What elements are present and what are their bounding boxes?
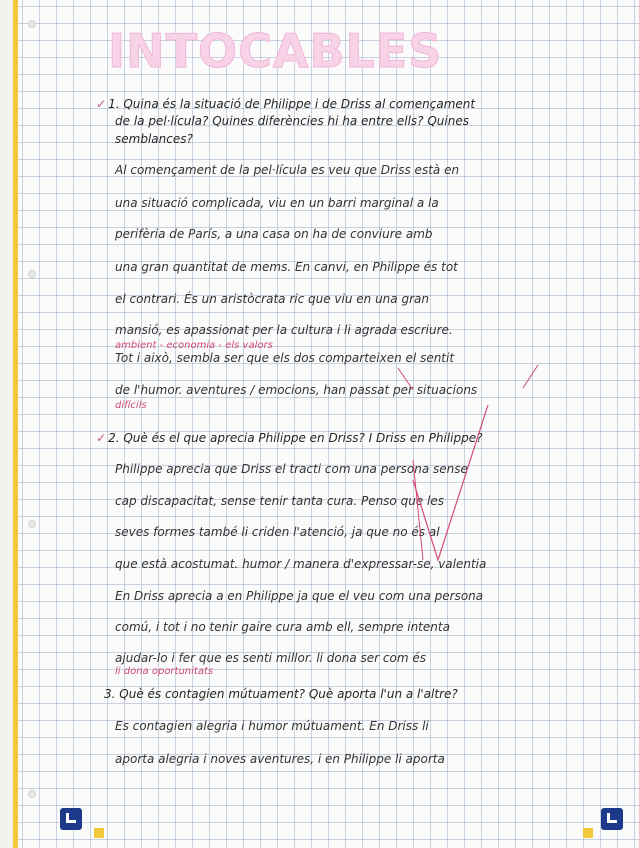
line-text: li dona oportunitats [115, 666, 214, 677]
binder-hole [28, 20, 36, 28]
text-line [115, 162, 459, 178]
page-title: INTOCABLES [108, 24, 443, 78]
text-line [115, 382, 477, 398]
corner-square [94, 828, 104, 838]
line-text: ambient - economia - els valors [115, 340, 273, 351]
binder-hole [28, 520, 36, 528]
text-line [115, 259, 458, 275]
line-text: comú, i tot i no tenir gaire cura amb ell, sempre intenta [115, 620, 450, 634]
binder-hole [28, 270, 36, 278]
notebook-logo-icon [60, 808, 82, 830]
line-text: seves formes també li criden l'atenció, ja que no és al [115, 525, 440, 539]
line-text: cap discapacitat, sense tenir tanta cura. Penso que les [115, 494, 444, 508]
line-text: que està acostumat. humor / manera d'expressar-se, valentia [115, 557, 487, 571]
text-line [115, 398, 147, 414]
line-text: difícils [115, 400, 147, 411]
checkmark-icon: ✓ [96, 431, 107, 445]
line-text: Al començament de la pel·lícula es veu que Driss està en [115, 163, 460, 177]
line-text: una situació complicada, viu en un barri marginal a la [115, 196, 439, 210]
line-text: Es contagien alegria i humor mútuament. En Driss li [115, 719, 429, 733]
line-text: mansió, es apassionat per la cultura i li agrada escriure. [115, 323, 453, 337]
line-text: semblances? [115, 132, 193, 146]
notebook-page [13, 0, 639, 848]
line-text: perifèria de París, a una casa on ha de conviure amb [115, 227, 433, 241]
line-text: de l'humor. aventures / emocions, han passat per situacions [115, 383, 478, 397]
text-line [115, 226, 433, 242]
line-text: 1. Quina és la situació de Philippe i de Driss al començament [108, 97, 476, 111]
text-line [104, 686, 458, 702]
text-line [115, 350, 454, 366]
corner-square [583, 828, 593, 838]
line-text: ajudar-lo i fer que es senti millor. li dona ser com és [115, 651, 426, 665]
text-line [115, 322, 453, 338]
text-line [115, 556, 486, 572]
line-text: 3. Què és contagien mútuament? Què aporta l'un a l'altre? [104, 687, 458, 701]
line-text: aporta alegria i noves aventures, i en Philippe li aporta [115, 752, 445, 766]
text-line [96, 96, 475, 112]
text-line [115, 131, 193, 147]
line-text: En Driss aprecia a en Philippe ja que el veu com una persona [115, 589, 484, 603]
text-line [96, 430, 482, 446]
text-line [115, 461, 468, 477]
text-line [115, 619, 450, 635]
binder-hole [28, 790, 36, 798]
line-text: una gran quantitat de mems. En canvi, en Philippe és tot [115, 260, 458, 274]
text-line [115, 718, 429, 734]
text-line [115, 195, 439, 211]
notebook-logo-icon [601, 808, 623, 830]
text-line [115, 291, 429, 307]
text-line [115, 751, 445, 767]
checkmark-icon: ✓ [96, 97, 107, 111]
line-text: Tot i això, sembla ser que els dos comparteixen el sentit [115, 351, 455, 365]
line-text: 2. Què és el que aprecia Philippe en Driss? I Driss en Philippe? [108, 431, 483, 445]
text-line [115, 113, 469, 129]
line-text: de la pel·lícula? Quines diferències hi ha entre ells? Quines [115, 114, 469, 128]
text-line [115, 524, 440, 540]
text-line [115, 493, 444, 509]
text-line [115, 588, 483, 604]
text-line [115, 664, 213, 680]
line-text: Philippe aprecia que Driss el tracti com una persona sense [115, 462, 468, 476]
line-text: el contrari. És un aristòcrata ric que viu en una gran [115, 292, 429, 306]
